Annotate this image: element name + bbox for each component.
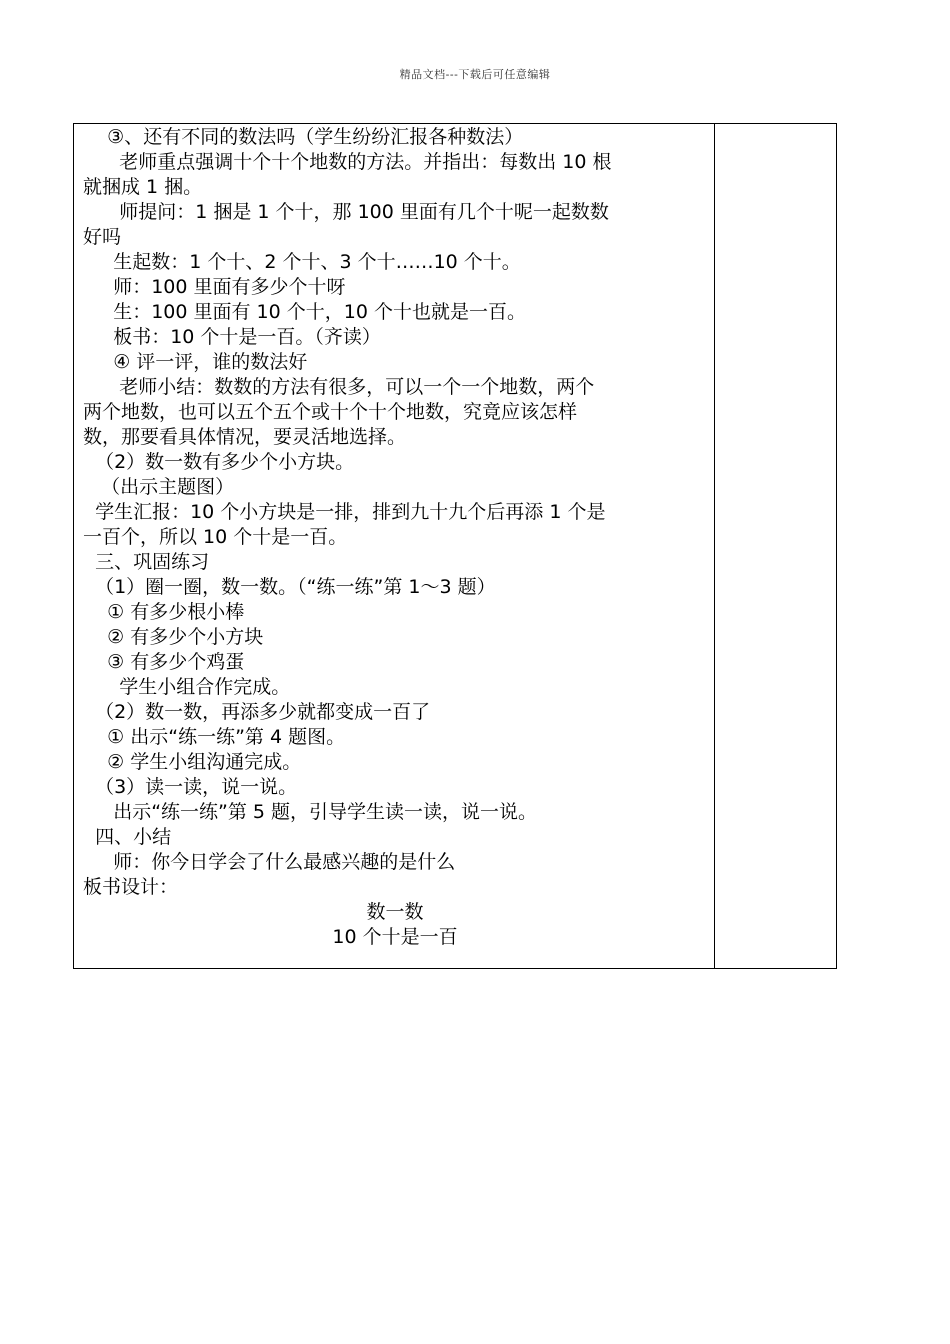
page-header: 精品文档---下载后可任意编辑 <box>399 68 551 81</box>
lesson-line: 两个地数，也可以五个五个或十个十个地数，究竟应该怎样 <box>83 401 578 423</box>
lesson-line: 数，那要看具体情况，要灵活地选择。 <box>83 426 407 448</box>
lesson-line: 就捆成 1 捆。 <box>83 176 203 198</box>
lesson-line: 一百个，所以 10 个十是一百。 <box>83 526 348 548</box>
lesson-line: 板书：10 个十是一百。（齐读） <box>83 326 381 348</box>
lesson-line: ③ 有多少个鸡蛋 <box>83 651 245 673</box>
board-design-title: 数一数 <box>366 901 424 923</box>
lesson-line: ① 出示“练一练”第 4 题图。 <box>83 726 346 748</box>
lesson-line: 师提问：1 捆是 1 个十，那 100 里面有几个十呢一起数数 <box>83 201 609 223</box>
lesson-line: ③、还有不同的数法吗（学生纷纷汇报各种数法） <box>83 126 524 148</box>
lesson-line: （1）圈一圈，数一数。（“练一练”第 1～3 题） <box>83 576 496 598</box>
lesson-line: ② 学生小组沟通完成。 <box>83 751 302 773</box>
lesson-line: 生起数：1 个十、2 个十、3 个十……10 个十。 <box>83 251 521 273</box>
lesson-line: （3）读一读，说一说。 <box>83 776 298 798</box>
lesson-line: 师：100 里面有多少个十呀 <box>83 276 346 298</box>
lesson-line: 板书设计： <box>83 876 179 898</box>
lesson-line: 老师重点强调十个十个地数的方法。并指出：每数出 10 根 <box>83 151 612 173</box>
lesson-line: 老师小结：数数的方法有很多，可以一个一个地数，两个 <box>83 376 595 398</box>
lesson-line: 学生汇报：10 个小方块是一排，排到九十九个后再添 1 个是 <box>83 501 606 523</box>
lesson-line: 生：100 里面有 10 个十，10 个十也就是一百。 <box>83 301 526 323</box>
lesson-content-cell <box>83 125 707 950</box>
lesson-line: （出示主题图） <box>83 476 235 498</box>
lesson-line: 好吗 <box>83 226 122 248</box>
notes-cell <box>715 124 837 968</box>
lesson-line: ② 有多少个小方块 <box>83 626 264 648</box>
lesson-line: 师：你今日学会了什么最感兴趣的是什么 <box>83 851 456 873</box>
lesson-line: 出示“练一练”第 5 题，引导学生读一读，说一说。 <box>83 801 538 823</box>
lesson-line: 四、小结 <box>83 826 172 848</box>
lesson-table <box>73 123 837 969</box>
lesson-line: （2）数一数有多少个小方块。 <box>83 451 355 473</box>
lesson-line: ④ 评一评，谁的数法好 <box>83 351 308 373</box>
lesson-line: ① 有多少根小棒 <box>83 601 245 623</box>
lesson-line: （2）数一数，再添多少就都变成一百了 <box>83 701 431 723</box>
lesson-line: 三、巩固练习 <box>83 551 210 573</box>
lesson-line: 学生小组合作完成。 <box>83 676 291 698</box>
board-design-content: 10 个十是一百 <box>332 926 458 948</box>
